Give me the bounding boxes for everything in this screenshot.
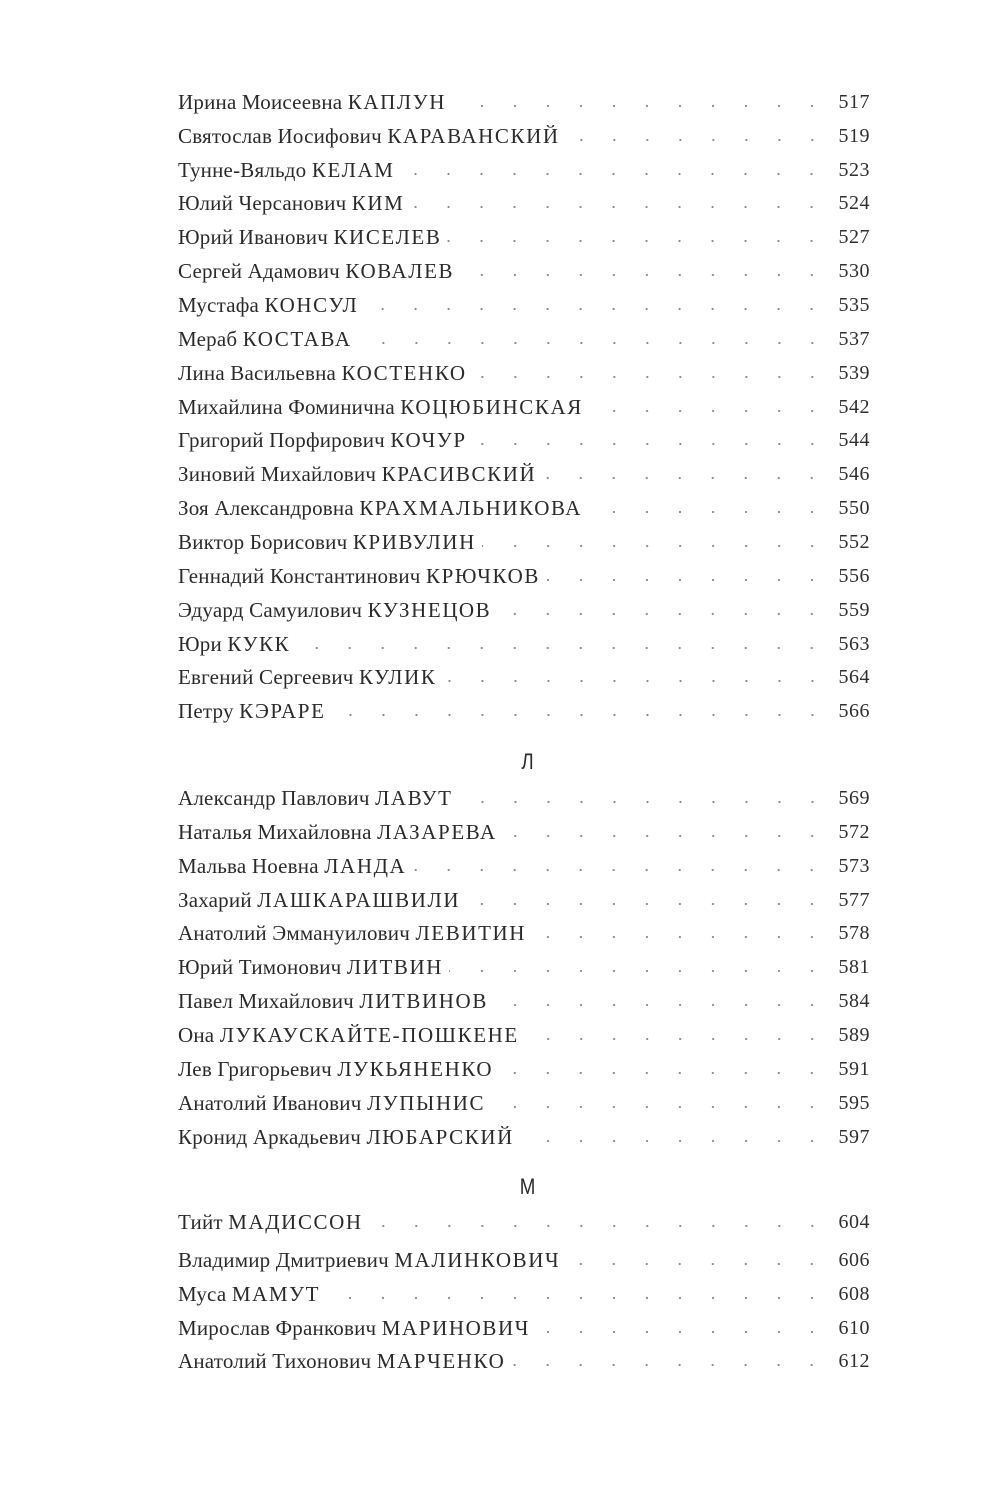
entry-page-number: 542: [838, 396, 870, 418]
toc-entry: [178, 693, 870, 723]
toc-entry: [178, 780, 870, 810]
toc-entry: [178, 1310, 870, 1340]
entry-page-number: 566: [838, 700, 870, 722]
entry-page-number: 519: [838, 125, 870, 147]
entry-name: Анатолий Тихонович МАРЧЕНКО: [178, 1349, 506, 1373]
dot-leader: [364, 306, 828, 312]
dot-leader: [497, 611, 828, 617]
dot-leader: [447, 238, 828, 244]
entry-name: Зиновий Михайлович КРАСИВСКИЙ: [178, 462, 537, 486]
toc-entry: [178, 185, 870, 215]
toc-entry: [178, 1343, 870, 1373]
dot-leader: [296, 645, 828, 651]
entry-page-number: 517: [838, 91, 870, 113]
dot-leader: [482, 543, 829, 549]
entry-name: Виктор Борисович КРИВУЛИН: [178, 530, 476, 554]
entry-name: Муса МАМУТ: [178, 1282, 321, 1306]
entry-page-number: 573: [838, 855, 870, 877]
dot-leader: [369, 1223, 829, 1229]
entry-page-number: 559: [838, 599, 870, 621]
toc-entry: [178, 659, 870, 689]
dot-leader: [566, 1261, 828, 1267]
entry-name: Юрий Тимонович ЛИТВИН: [178, 955, 444, 979]
dot-leader: [511, 1362, 828, 1368]
entry-page-number: 527: [838, 226, 870, 248]
entry-name: Святослав Иосифович КАРАВАНСКИЙ: [178, 124, 560, 148]
toc-entry: [178, 1051, 870, 1081]
dot-leader: [546, 577, 829, 583]
toc-entry: [178, 1085, 870, 1115]
entry-page-number: 584: [838, 990, 870, 1012]
entry-page-number: 524: [838, 192, 870, 214]
entry-page-number: 523: [838, 159, 870, 181]
dot-leader: [491, 1104, 828, 1110]
toc-entry: [178, 848, 870, 878]
dot-leader: [532, 934, 828, 940]
toc-entry: [178, 456, 870, 486]
toc-entry: [178, 355, 870, 385]
toc-entry: [178, 558, 870, 588]
entry-page-number: 591: [838, 1058, 870, 1080]
entry-page-number: 597: [838, 1126, 870, 1148]
entry-name: Мераб КОСТАВА: [178, 327, 352, 351]
dot-leader: [466, 901, 828, 907]
entry-page-number: 556: [838, 565, 870, 587]
section-letter-l: Л: [521, 749, 534, 774]
entry-page-number: 608: [838, 1283, 870, 1305]
entry-name: Ирина Моисеевна КАПЛУН: [178, 90, 446, 114]
dot-leader: [412, 867, 828, 873]
toc-entry: [178, 118, 870, 148]
entry-page-number: 537: [838, 328, 870, 350]
toc-entry: [178, 1017, 870, 1047]
dot-leader: [449, 968, 828, 974]
dot-leader: [473, 374, 829, 380]
dot-leader: [460, 272, 828, 278]
entry-name: Геннадий Константинович КРЮЧКОВ: [178, 564, 540, 588]
dot-leader: [566, 137, 829, 143]
entry-page-number: 550: [838, 497, 870, 519]
toc-entry: [178, 1204, 870, 1234]
entry-page-number: 604: [838, 1211, 870, 1233]
entry-page-number: 577: [838, 889, 870, 911]
toc-entry: [178, 983, 870, 1013]
entry-page-number: 581: [838, 956, 870, 978]
entry-name: Владимир Дмитриевич МАЛИНКОВИЧ: [178, 1248, 561, 1272]
entry-name: Лина Васильевна КОСТЕНКО: [178, 361, 467, 385]
entry-page-number: 544: [838, 429, 870, 451]
dot-leader: [410, 204, 828, 210]
toc-entry: [178, 490, 870, 520]
entry-name: Кронид Аркадьевич ЛЮБАРСКИЙ: [178, 1125, 514, 1149]
entry-name: Анатолий Эммануилович ЛЕВИТИН: [178, 921, 527, 945]
entry-page-number: 530: [838, 260, 870, 282]
dot-leader: [452, 103, 829, 109]
entry-page-number: 569: [838, 787, 870, 809]
toc-entry: [178, 524, 870, 554]
entry-name: Мальва Ноевна ЛАНДА: [178, 854, 407, 878]
dot-leader: [503, 833, 829, 839]
entry-page-number: 552: [838, 531, 870, 553]
entry-name: Григорий Порфирович КОЧУР: [178, 428, 467, 452]
entry-page-number: 535: [838, 294, 870, 316]
entry-page-number: 606: [838, 1249, 870, 1271]
entry-page-number: 546: [838, 463, 870, 485]
entry-name: Эдуард Самуилович КУЗНЕЦОВ: [178, 598, 492, 622]
entry-name: Сергей Адамович КОВАЛЕВ: [178, 259, 455, 283]
toc-entry: [178, 422, 870, 452]
toc-entry: [178, 814, 870, 844]
entry-name: Михайлина Фоминична КОЦЮБИНСКАЯ: [178, 395, 583, 419]
entry-name: Зоя Александровна КРАХМАЛЬНИКОВА: [178, 496, 583, 520]
entry-page-number: 563: [838, 633, 870, 655]
entry-name: Захарий ЛАШКАРАШВИЛИ: [178, 888, 461, 912]
dot-leader: [326, 1295, 828, 1301]
entry-name: Евгений Сергеевич КУЛИК: [178, 665, 437, 689]
entry-name: Павел Михайлович ЛИТВИНОВ: [178, 989, 488, 1013]
toc-entry: [178, 1119, 870, 1149]
toc-entry: [178, 321, 870, 351]
toc-entry: [178, 1276, 870, 1306]
entry-name: Лев Григорьевич ЛУКЬЯНЕНКО: [178, 1057, 494, 1081]
dot-leader: [358, 340, 829, 346]
toc-entry: [178, 253, 870, 283]
dot-leader: [525, 1036, 829, 1042]
entry-page-number: 572: [838, 821, 870, 843]
entry-name: Юри КУКК: [178, 632, 291, 656]
toc-entry: [178, 287, 870, 317]
dot-leader: [499, 1070, 828, 1076]
toc-entry: [178, 915, 870, 945]
entry-page-number: 589: [838, 1024, 870, 1046]
dot-leader: [473, 441, 829, 447]
dot-leader: [400, 171, 828, 177]
dot-leader: [494, 1002, 829, 1008]
entry-page-number: 564: [838, 666, 870, 688]
entry-page-number: 578: [838, 922, 870, 944]
toc-entry: [178, 1242, 870, 1272]
toc-entry: [178, 152, 870, 182]
entry-name: Петру КЭРАРЕ: [178, 699, 326, 723]
dot-leader: [520, 1138, 829, 1144]
dot-leader: [443, 678, 829, 684]
toc-entry: [178, 592, 870, 622]
toc-entry: [178, 626, 870, 656]
dot-leader: [332, 712, 829, 718]
toc-entry: [178, 949, 870, 979]
entry-page-number: 595: [838, 1092, 870, 1114]
entry-name: Александр Павлович ЛАВУТ: [178, 786, 453, 810]
dot-leader: [459, 799, 829, 805]
entry-name: Наталья Михайловна ЛАЗАРЕВА: [178, 820, 497, 844]
entry-page-number: 610: [838, 1317, 870, 1339]
dot-leader: [589, 408, 829, 414]
entry-name: Тунне-Вяльдо КЕЛАМ: [178, 158, 395, 182]
entry-page-number: 612: [838, 1350, 870, 1372]
entry-name: Тийт МАДИССОН: [178, 1210, 363, 1234]
entry-page-number: 539: [838, 362, 870, 384]
toc-entry: [178, 389, 870, 419]
section-letter-m: М: [519, 1174, 536, 1199]
toc-entry: [178, 882, 870, 912]
entry-name: Мустафа КОНСУЛ: [178, 293, 359, 317]
dot-leader: [588, 509, 828, 515]
toc-entry: [178, 219, 870, 249]
entry-name: Мирослав Франкович МАРИНОВИЧ: [178, 1316, 531, 1340]
dot-leader: [542, 475, 828, 481]
toc-entry: [178, 84, 870, 114]
entry-name: Она ЛУКАУСКАЙТЕ-ПОШКЕНЕ: [178, 1023, 519, 1047]
entry-name: Юлий Черсанович КИМ: [178, 191, 405, 215]
dot-leader: [536, 1329, 828, 1335]
entry-name: Юрий Иванович КИСЕЛЕВ: [178, 225, 442, 249]
entry-name: Анатолий Иванович ЛУПЫНИС: [178, 1091, 486, 1115]
